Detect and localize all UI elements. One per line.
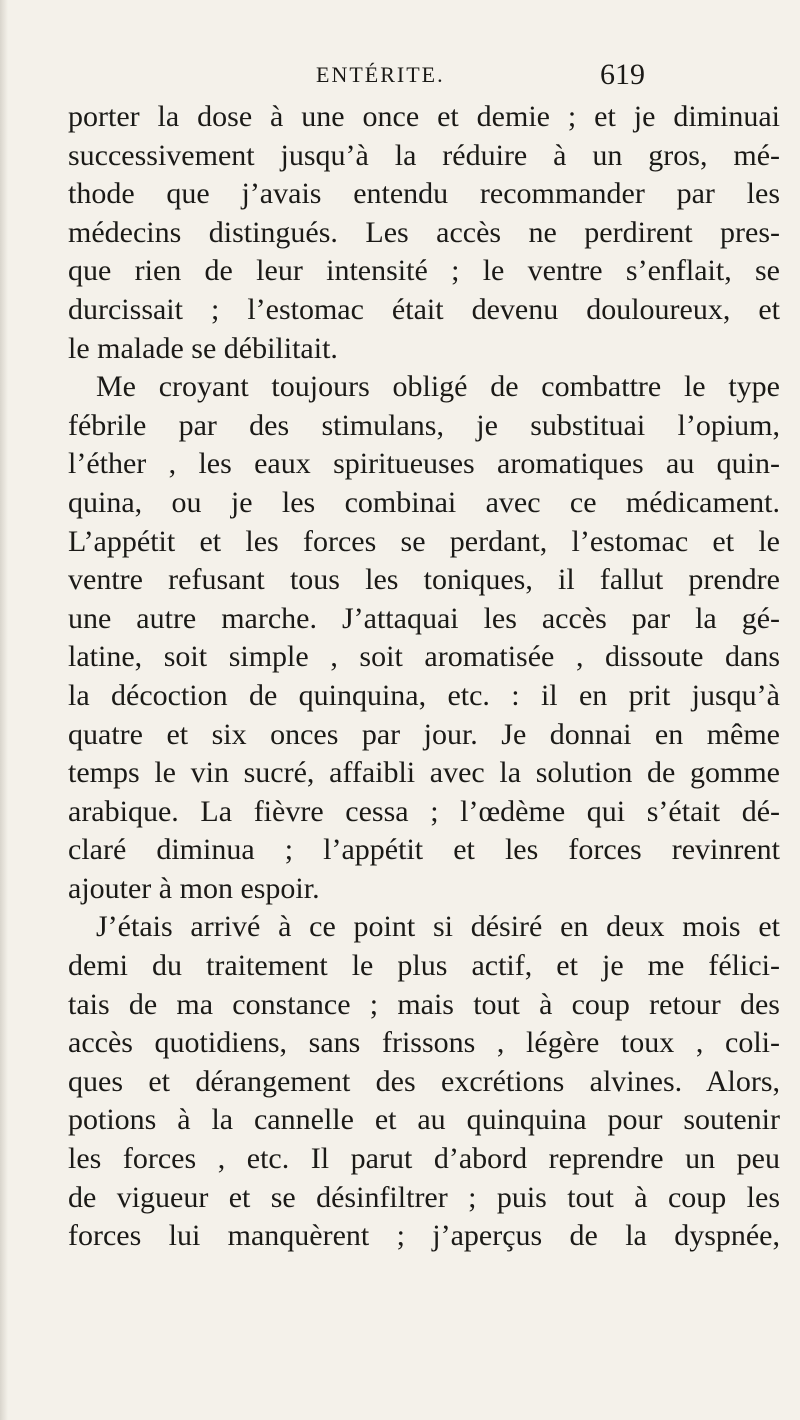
text-line: accès quotidiens, sans frissons , légère toux , coli- bbox=[68, 1026, 780, 1060]
text-line: quina, ou je les combinai avec ce médicament. bbox=[68, 485, 780, 519]
text-line: ventre refusant tous les toniques, il fallut prendre bbox=[68, 563, 780, 597]
page-header bbox=[0, 58, 800, 98]
text-line: fébrile par des stimulans, je substituai l’opium, bbox=[68, 408, 780, 442]
text-line: que rien de leur intensité ; le ventre s’enflait, se bbox=[68, 254, 780, 288]
text-line: arabique. La fièvre cessa ; l’œdème qui s’était dé- bbox=[68, 794, 780, 828]
running-head: ENTÉRITE. bbox=[316, 62, 445, 87]
text-line: thode que j’avais entendu recommander par les bbox=[68, 177, 780, 211]
text-line: tais de ma constance ; mais tout à coup retour des bbox=[68, 987, 780, 1021]
text-line: forces lui manquèrent ; j’aperçus de la dyspnée, bbox=[68, 1219, 780, 1253]
text-line: L’appétit et les forces se perdant, l’estomac et le bbox=[68, 524, 780, 558]
text-line: potions à la cannelle et au quinquina pour soutenir bbox=[68, 1103, 780, 1137]
text-line: les forces , etc. Il parut d’abord reprendre un peu bbox=[68, 1142, 780, 1176]
text-line: le malade se débilitait. bbox=[68, 331, 338, 365]
text-line: claré diminua ; l’appétit et les forces revinrent bbox=[68, 833, 780, 867]
text-line: une autre marche. J’attaquai les accès par la gé- bbox=[68, 601, 780, 635]
text-line: ajouter à mon espoir. bbox=[68, 871, 320, 905]
page-gutter-shadow bbox=[0, 0, 8, 1420]
text-line: demi du traitement le plus actif, et je me félici- bbox=[68, 949, 780, 983]
page-number: 619 bbox=[600, 58, 645, 91]
text-line: durcissait ; l’estomac était devenu douloureux, et bbox=[68, 292, 780, 326]
text-line: ques et dérangement des excrétions alvines. Alors, bbox=[68, 1064, 780, 1098]
text-line: temps le vin sucré, affaibli avec la solution de gomme bbox=[68, 756, 780, 790]
text-line: médecins distingués. Les accès ne perdirent pres- bbox=[68, 215, 780, 249]
text-line: quatre et six onces par jour. Je donnai en même bbox=[68, 717, 780, 751]
text-line: l’éther , les eaux spiritueuses aromatiques au quin- bbox=[68, 447, 780, 481]
body-text bbox=[68, 98, 780, 1256]
text-line: de vigueur et se désinfiltrer ; puis tout à coup les bbox=[68, 1180, 780, 1214]
text-line: porter la dose à une once et demie ; et je diminuai bbox=[68, 100, 780, 133]
text-line: latine, soit simple , soit aromatisée , dissoute dans bbox=[68, 640, 780, 674]
text-line: J’étais arrivé à ce point si désiré en deux mois et bbox=[96, 910, 780, 944]
text-line: la décoction de quinquina, etc. : il en prit jusqu’à bbox=[68, 678, 780, 712]
text-line: successivement jusqu’à la réduire à un gros, mé- bbox=[68, 138, 780, 172]
text-line: Me croyant toujours obligé de combattre le type bbox=[96, 370, 780, 404]
